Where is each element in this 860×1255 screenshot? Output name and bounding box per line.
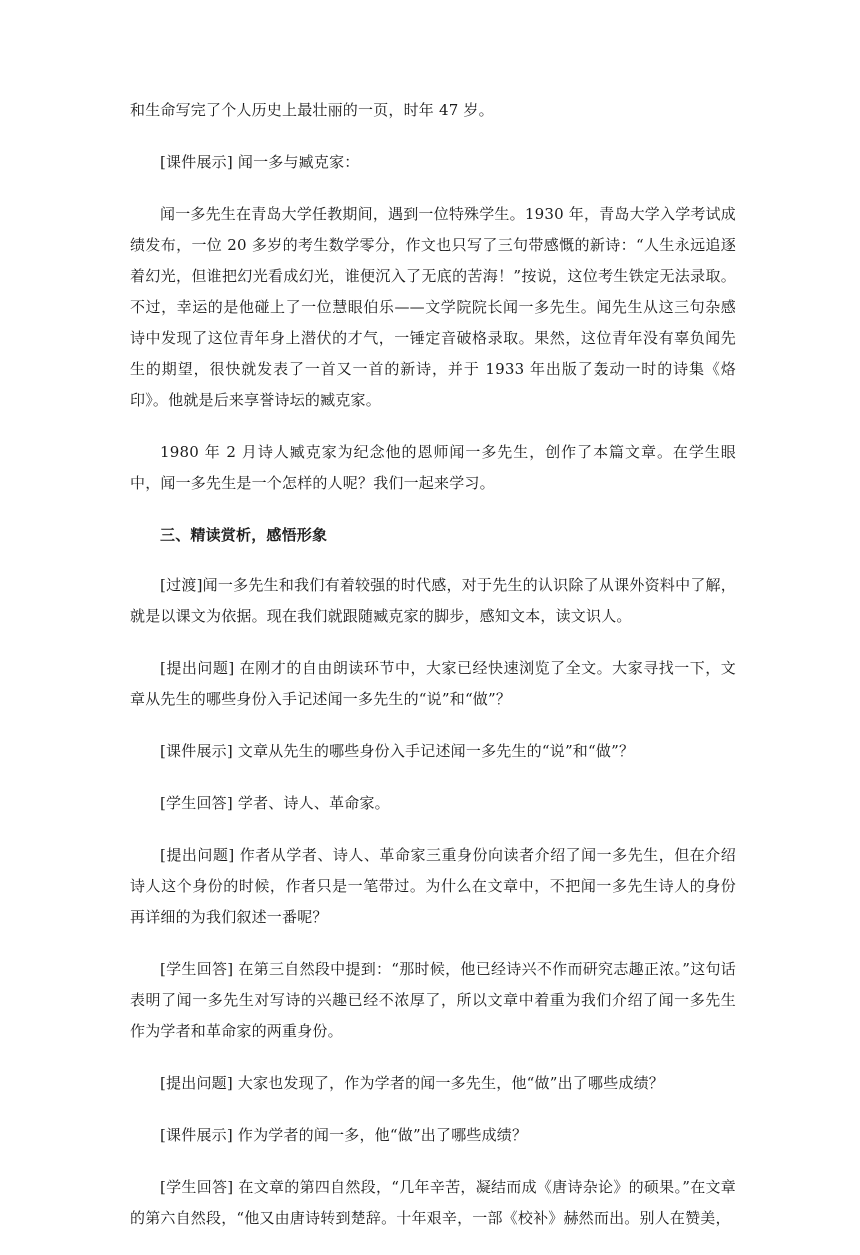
- paragraph-student-answer-1: [学生回答] 学者、诗人、革命家。: [160, 794, 390, 812]
- paragraph-student-answer-3: [学生回答] 在文章的第四自然段，“几年辛苦，凝结而成《唐诗杂论》的硕果。”在文章的第六自然段，“他又由唐诗转到楚辞。十年艰辛，一部《校补》赫然而出。别人在赞美，: [130, 1178, 736, 1227]
- paragraph-continuation: 和生命写完了个人历史上最壮丽的一页，时年 47 岁。: [130, 101, 494, 119]
- paragraph-courseware-display-2: [课件展示] 文章从先生的哪些身份入手记述闻一多先生的“说”和“做”？: [160, 742, 635, 760]
- paragraph-question-2: [提出问题] 作者从学者、诗人、革命家三重身份向读者介绍了闻一多先生，但在介绍诗人这个身份的时候，作者只是一笔带过。为什么在文章中，不把闻一多先生诗人的身份再详细的为我们叙述一番呢？: [130, 846, 736, 926]
- paragraph-student-answer-2: [学生回答] 在第三自然段中提到：“那时候，他已经诗兴不作而研究志趣正浓。”这句话表明了闻一多先生对写诗的兴趣已经不浓厚了，所以文章中着重为我们介绍了闻一多先生作为学者和革命家的两重身份。: [130, 960, 736, 1040]
- section-heading: 三、精读赏析，感悟形象: [160, 526, 328, 544]
- paragraph-article-intro: 1980 年 2 月诗人臧克家为纪念他的恩师闻一多先生，创作了本篇文章。在学生眼中，闻一多先生是一个怎样的人呢？我们一起来学习。: [130, 443, 736, 492]
- paragraph-question-1: [提出问题] 在刚才的自由朗读环节中，大家已经快速浏览了全文。大家寻找一下，文章从先生的哪些身份入手记述闻一多先生的“说”和“做”？: [130, 659, 736, 708]
- paragraph-courseware-display-3: [课件展示] 作为学者的闻一多，他“做”出了哪些成绩？: [160, 1126, 528, 1144]
- document-body: [130, 95, 736, 1255]
- paragraph-transition: [过渡]闻一多先生和我们有着较强的时代感，对于先生的认识除了从课外资料中了解，就是以课文为依据。现在我们就跟随臧克家的脚步，感知文本，读文识人。: [130, 576, 736, 625]
- paragraph-question-3: [提出问题] 大家也发现了，作为学者的闻一多先生，他“做”出了哪些成绩？: [160, 1074, 665, 1092]
- paragraph-courseware-display-1: [课件展示] 闻一多与臧克家：: [160, 153, 360, 171]
- paragraph-zang-kejia-story: 闻一多先生在青岛大学任教期间，遇到一位特殊学生。1930 年，青岛大学入学考试成绩发布，一位 20 多岁的考生数学零分，作文也只写了三句带感慨的新诗：“人生永远追逐着幻光，但谁把幻光看成幻光，谁便沉入了无底的苦海！”按说，这位考生铁定无法录取。不过，幸运的是他碰上了一位慧眼伯乐——文学院院长闻一多先生。闻先生从这三句杂感诗中发现了这位青年身上潜伏的才气，一锤定音破格录取。果然，这位青年没有辜负闻先生的期望，很快就发表了一首又一首的新诗，并于 1933 年出版了轰动一时的诗集《烙印》。他就是后来享誉诗坛的臧克家。: [130, 205, 736, 409]
